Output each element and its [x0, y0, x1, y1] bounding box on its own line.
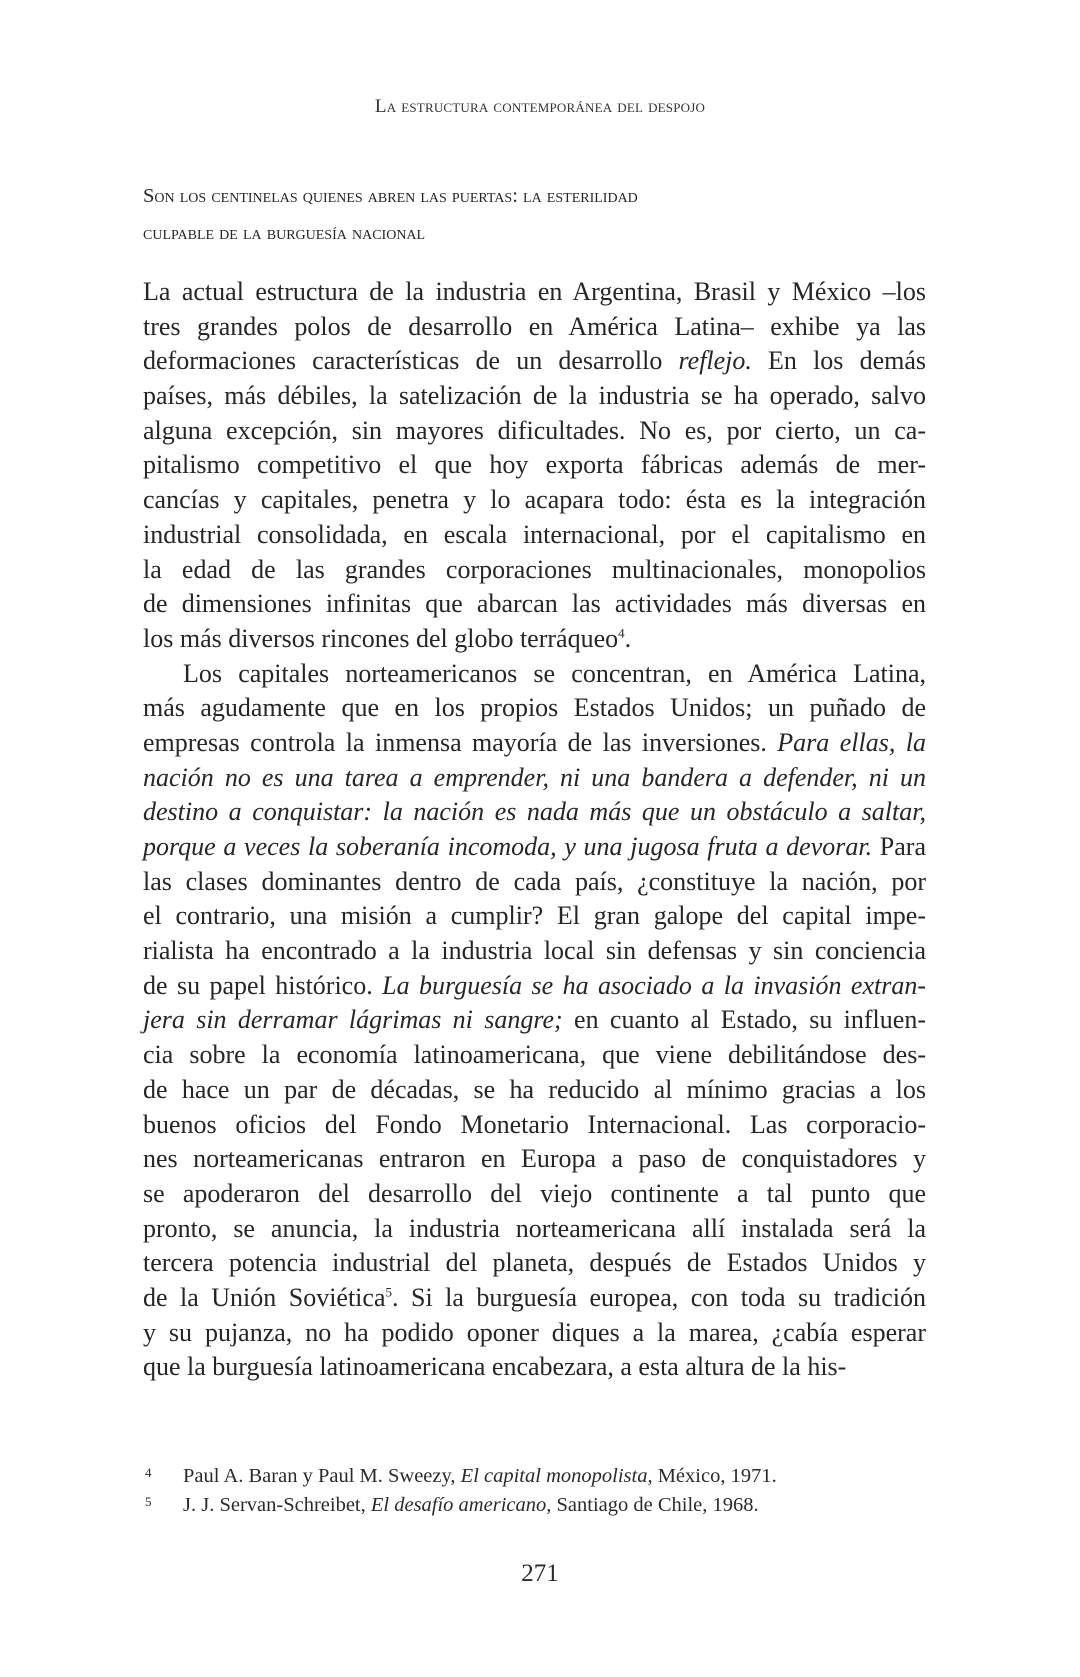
- text-run: La actual estructura de la industria en Argentina, Brasil y México –los: [143, 277, 926, 306]
- text-run: más agudamente que en los propios Estados Unidos; un puñado de: [143, 693, 926, 723]
- body-line: [143, 622, 926, 657]
- text-run: cancías y capitales, penetra y lo acapara todo: ésta es la integración: [143, 485, 926, 515]
- body-line: [143, 379, 926, 414]
- text-run: las clases dominantes dentro de cada país, ¿constituye la nación, por: [143, 866, 926, 896]
- running-header: La estructura contemporánea del despojo: [374, 96, 706, 117]
- body-line: [143, 691, 926, 726]
- italic-text: porque a veces la soberanía incomoda, y una jugosa fruta a devorar.: [143, 832, 873, 861]
- text-run: tres grandes polos de desarrollo en América Latina– exhibe ya las: [143, 311, 926, 341]
- text-run: cia sobre la economía latinoamericana, que viene debilitándose des-: [143, 1040, 926, 1070]
- body-line: [143, 275, 926, 310]
- italic-text: El capital monopolista: [460, 1465, 648, 1487]
- body-line: [143, 448, 926, 483]
- italic-text: jera sin derramar lágrimas ni sangre;: [143, 1005, 563, 1035]
- body-line: [143, 1073, 926, 1108]
- body-line: [143, 934, 926, 969]
- text-run: Paul A. Baran y Paul M. Sweezy,: [183, 1465, 461, 1487]
- body-line: [143, 830, 926, 865]
- section-heading-line: Son los centinelas quienes abren las puertas: la esterilidad: [143, 185, 638, 207]
- body-line: [143, 1212, 926, 1247]
- body-line: [143, 795, 926, 830]
- body-line: [143, 344, 926, 379]
- text-run: deformaciones características de un desarrollo: [143, 346, 679, 376]
- body-line: [143, 1350, 926, 1385]
- text-run: en cuanto al Estado, su influen-: [562, 1005, 926, 1035]
- text-run: . Si la burguesía europea, con toda su tradición: [392, 1282, 926, 1312]
- body-line: [143, 969, 926, 1004]
- text-run: Los capitales norteamericanos se concentran, en América Latina,: [183, 658, 926, 688]
- italic-text: destino a conquistar: la nación es nada más que un obstáculo a saltar,: [143, 797, 926, 827]
- italic-text: nación no es una tarea a emprender, ni una bandera a defender, ni un: [143, 762, 926, 792]
- body-line: [143, 1246, 926, 1281]
- body-text: [143, 275, 926, 1385]
- body-line: [143, 518, 926, 553]
- text-run: alguna excepción, sin mayores dificultades. No es, por cierto, un ca-: [143, 415, 926, 445]
- body-line: [143, 1003, 926, 1038]
- text-run: se apoderaron del desarrollo del viejo continente a tal punto que: [143, 1178, 926, 1208]
- text-run: el contrario, una misión a cumplir? El gran galope del capital impe-: [143, 901, 926, 931]
- body-line: [143, 761, 926, 796]
- text-run: buenos oficios del Fondo Monetario Internacional. Las corporacio-: [143, 1109, 926, 1139]
- text-run: y su pujanza, no ha podido oponer diques a la marea, ¿cabía esperar: [143, 1317, 926, 1347]
- italic-text: reflejo.: [678, 346, 752, 376]
- text-run: pronto, se anuncia, la industria norteamericana allí instalada será la: [143, 1213, 926, 1243]
- body-line: [143, 483, 926, 518]
- footnote-mark: 5: [145, 1494, 152, 1509]
- section-heading-line: culpable de la burguesía nacional: [143, 222, 426, 244]
- text-run: de su papel histórico.: [143, 970, 383, 1000]
- text-run: , México, 1971.: [647, 1465, 777, 1487]
- body-line: [143, 899, 926, 934]
- body-line: [143, 1108, 926, 1143]
- text-run: que la burguesía latinoamericana encabezara, a esta altura de la his-: [143, 1352, 847, 1382]
- text-run: nes norteamericanas entraron en Europa a paso de conquistadores y: [143, 1144, 926, 1174]
- body-line: [143, 1316, 926, 1351]
- text-run: de hace un par de décadas, se ha reducido al mínimo gracias a los: [143, 1074, 926, 1104]
- body-line: [143, 1142, 926, 1177]
- body-line: [143, 657, 926, 692]
- footnote-item: [143, 1462, 943, 1491]
- italic-text: La burguesía se ha asociado a la invasión extran-: [382, 970, 926, 1000]
- text-run: países, más débiles, la satelización de la industria se ha operado, salvo: [143, 381, 926, 411]
- text-run: empresas controla la inmensa mayoría de las inversiones.: [143, 727, 778, 757]
- italic-text: El desafío americano: [370, 1494, 547, 1516]
- body-line: [143, 726, 926, 761]
- footnote-item: [143, 1491, 943, 1520]
- page-number: 271: [521, 1560, 559, 1587]
- body-line: [143, 587, 926, 622]
- text-run: tercera potencia industrial del planeta, después de Estados Unidos y: [143, 1248, 926, 1278]
- body-line: [143, 414, 926, 449]
- body-line: [143, 865, 926, 900]
- body-line: [143, 1177, 926, 1212]
- italic-text: Para ellas, la: [777, 727, 926, 757]
- body-line: [143, 1038, 926, 1073]
- footnote-mark: 4: [145, 1465, 152, 1480]
- text-run: industrial consolidada, en escala internacional, por el capitalismo en: [143, 519, 926, 549]
- text-run: .: [624, 623, 632, 653]
- text-run: rialista ha encontrado a la industria local sin defensas y sin conciencia: [143, 936, 926, 966]
- text-run: , Santiago de Chile, 1968.: [546, 1494, 759, 1516]
- footnote-reference: 5: [385, 1284, 392, 1300]
- text-run: de la Unión Soviética: [143, 1282, 386, 1312]
- body-line: [143, 1281, 926, 1316]
- text-run: de dimensiones infinitas que abarcan las actividades más diversas en: [143, 589, 926, 619]
- text-run: los más diversos rincones del globo terráqueo: [143, 623, 619, 653]
- body-line: [143, 553, 926, 588]
- section-heading: [143, 178, 943, 252]
- text-run: J. J. Servan-Schreibet,: [183, 1494, 371, 1516]
- text-run: pitalismo competitivo el que hoy exporta fábricas además de mer-: [143, 450, 926, 480]
- text-run: Para: [872, 832, 926, 861]
- text-run: la edad de las grandes corporaciones multinacionales, monopolios: [143, 554, 926, 584]
- footnote-reference: 4: [618, 625, 625, 641]
- body-line: [143, 310, 926, 345]
- footnotes: [143, 1462, 943, 1520]
- text-run: En los demás: [751, 346, 926, 376]
